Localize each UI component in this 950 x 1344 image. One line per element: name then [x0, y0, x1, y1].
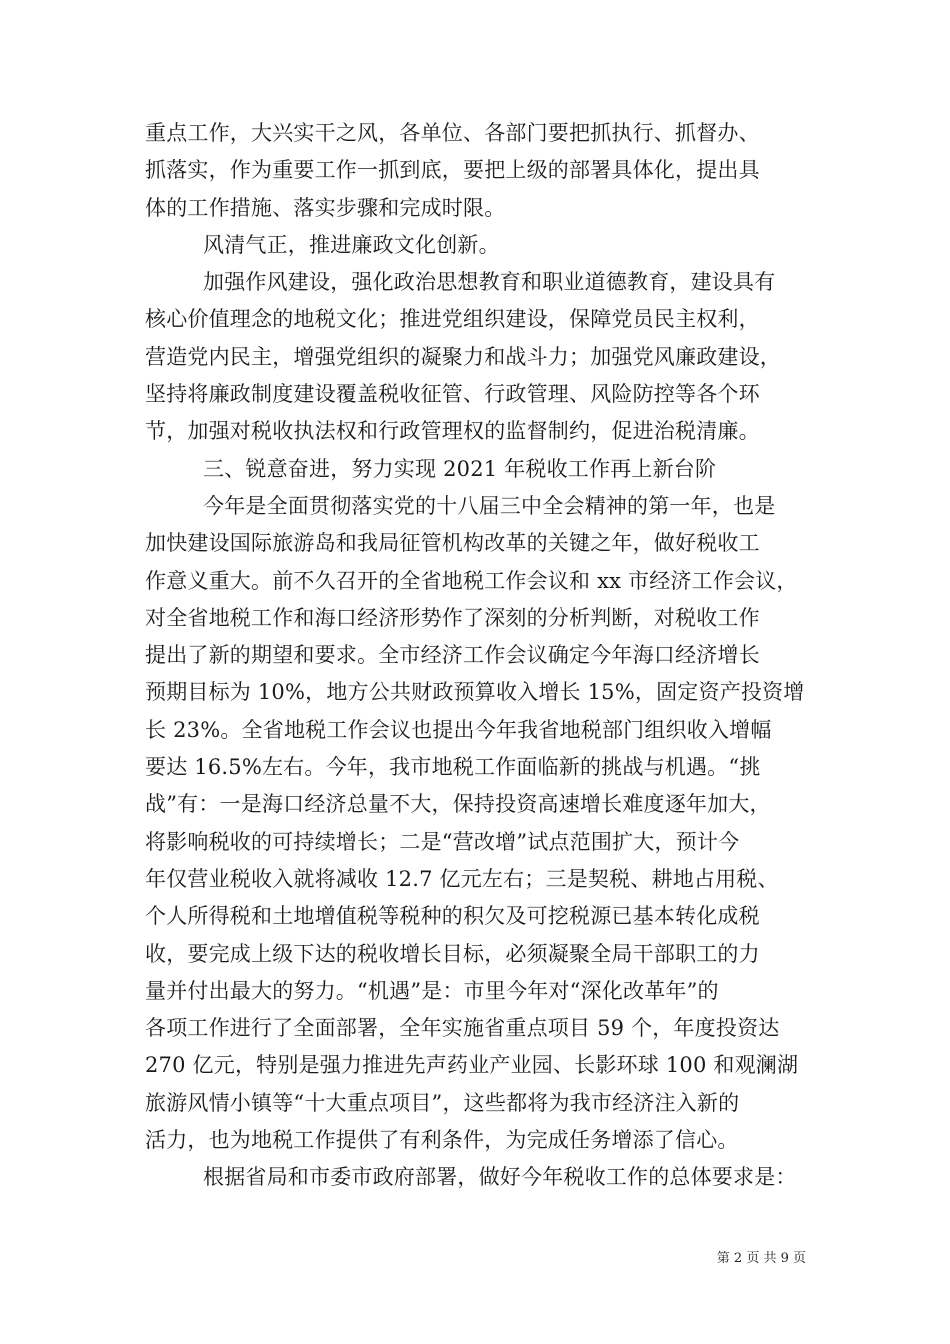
text-line: 根据省局和市委市政府部署，做好今年税收工作的总体要求是： — [203, 1165, 797, 1190]
text-line: 量并付出最大的努力。“机遇”是：市里今年对“深化改革年”的 — [145, 978, 719, 1003]
text-line: 活力，也为地税工作提供了有利条件，为完成任务增添了信心。 — [145, 1128, 739, 1153]
page-number: 第 2 页 共 9 页 — [716, 1251, 806, 1266]
text-line: 收，要完成上级下达的税收增长目标，必须凝聚全局干部职工的力 — [145, 941, 760, 966]
text-line: 抓落实，作为重要工作一抓到底，要把上级的部署具体化，提出具 — [145, 158, 760, 183]
text-line: 270 亿元，特别是强力推进先声药业产业园、长影环球 100 和观澜湖 — [145, 1053, 799, 1078]
text-line: 今年是全面贯彻落实党的十八届三中全会精神的第一年，也是 — [203, 493, 776, 518]
text-line: 对全省地税工作和海口经济形势作了深刻的分析判断，对税收工作 — [145, 605, 760, 630]
text-line: 各项工作进行了全面部署，全年实施省重点项目 59 个，年度投资达 — [145, 1016, 780, 1041]
text-line: 要达 16.5%左右。今年，我市地税工作面临新的挑战与机遇。“挑 — [145, 755, 761, 780]
text-line: 长 23%。全省地税工作会议也提出今年我省地税部门组织收入增幅 — [145, 717, 772, 742]
text-line: 加快建设国际旅游岛和我局征管机构改革的关键之年，做好税收工 — [145, 531, 760, 556]
document-body — [145, 115, 820, 1197]
text-line: 提出了新的期望和要求。全市经济工作会议确定今年海口经济增长 — [145, 643, 760, 668]
text-line: 预期目标为 10%，地方公共财政预算收入增长 15%，固定资产投资增 — [145, 680, 805, 705]
text-line: 将影响税收的可持续增长；二是“营改增”试点范围扩大，预计今 — [145, 829, 740, 854]
text-line: 营造党内民主，增强党组织的凝聚力和战斗力；加强党风廉政建设， — [145, 344, 781, 369]
text-line: 年仅营业税收入就将减收 12.7 亿元左右；三是契税、耕地占用税、 — [145, 866, 779, 891]
text-line: 体的工作措施、落实步骤和完成时限。 — [145, 195, 506, 220]
text-line: 三、锐意奋进，努力实现 2021 年税收工作再上新台阶 — [203, 456, 717, 481]
text-line: 重点工作，大兴实干之风，各单位、各部门要把抓执行、抓督办、 — [145, 121, 760, 145]
text-line: 风清气正，推进廉政文化创新。 — [203, 232, 500, 257]
text-line: 加强作风建设，强化政治思想教育和职业道德教育，建设具有 — [203, 270, 776, 295]
text-line: 个人所得税和土地增值税等税种的积欠及可挖税源已基本转化成税 — [145, 904, 760, 929]
text-line: 旅游风情小镇等“十大重点项目”，这些都将为我市经济注入新的 — [145, 1090, 740, 1115]
text-line: 作意义重大。前不久召开的全省地税工作会议和 xx 市经济工作会议， — [145, 568, 798, 593]
text-line: 节，加强对税收执法权和行政管理权的监督制约，促进治税清廉。 — [145, 419, 760, 444]
text-line: 核心价值理念的地税文化；推进党组织建设，保障党员民主权利， — [145, 307, 760, 332]
text-line: 坚持将廉政制度建设覆盖税收征管、行政管理、风险防控等各个环 — [145, 382, 760, 407]
text-line: 战”有：一是海口经济总量不大，保持投资高速增长难度逐年加大， — [145, 792, 771, 817]
